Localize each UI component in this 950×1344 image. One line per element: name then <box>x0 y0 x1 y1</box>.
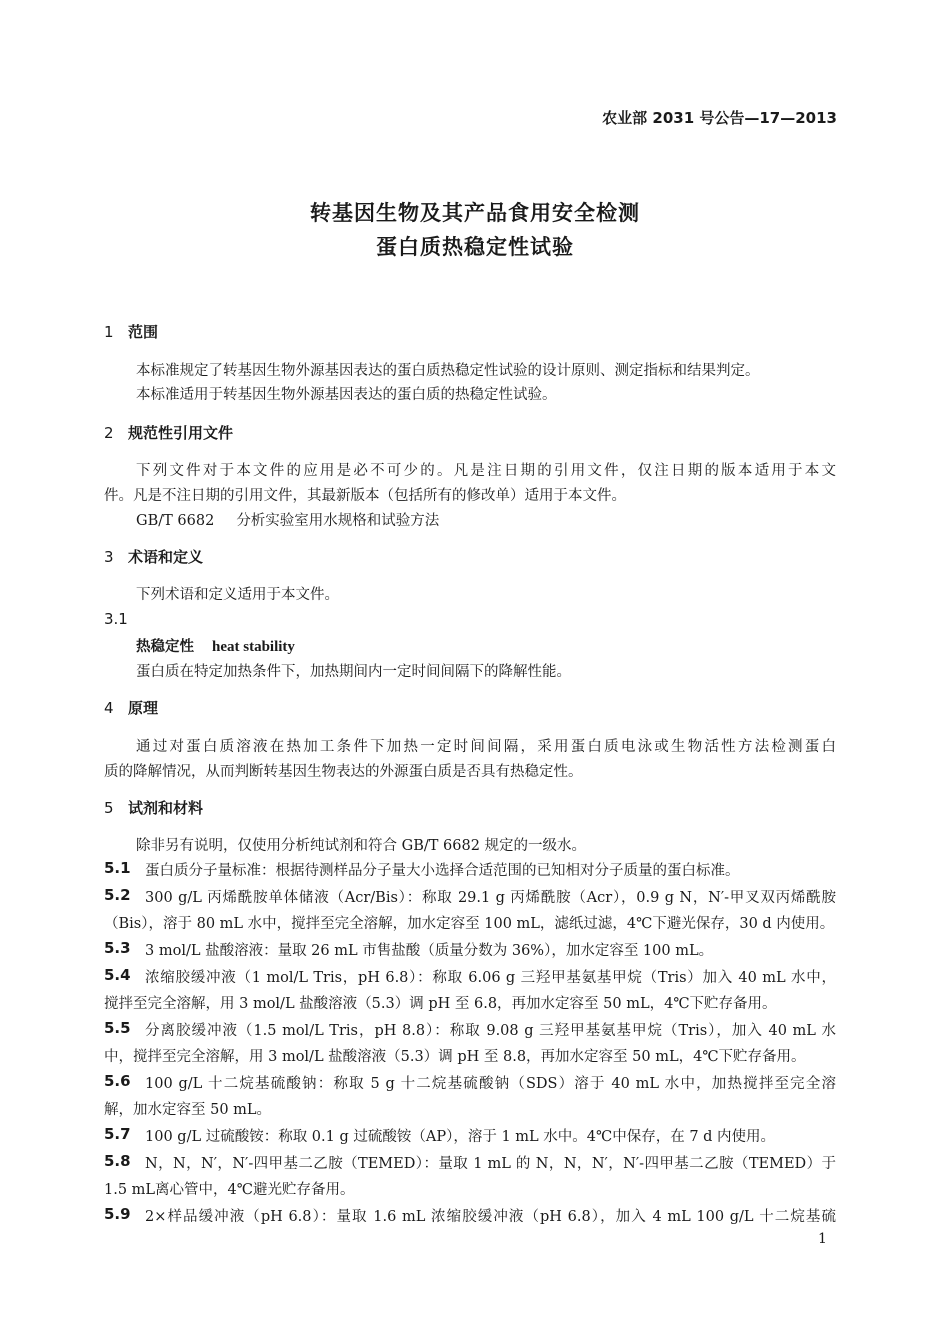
item-number: 5.1 <box>104 859 131 877</box>
section-number: 3 <box>104 548 114 566</box>
item-text: 蛋白质分子量标准：根据待测样品分子量大小选择合适范围的已知相对分子质量的蛋白标准。 <box>145 863 740 879</box>
title-line-2: 蛋白质热稳定性试验 <box>376 235 574 259</box>
item-text-continuation: 1.5 mL离心管中，4℃避光贮存备用。 <box>104 1182 355 1198</box>
section-2-heading <box>104 422 233 443</box>
section-number: 1 <box>104 323 114 341</box>
paragraph: 通过对蛋白质溶液在热加工条件下加热一定时间间隔，采用蛋白质电泳或生物活性方法检测蛋白 <box>136 739 836 755</box>
term-chinese: 热稳定性 <box>136 639 194 655</box>
term-english: heat stability <box>212 639 295 655</box>
paragraph: 除非另有说明，仅使用分析纯试剂和符合 GB/T 6682 规定的一级水。 <box>136 838 587 854</box>
paragraph: 下列术语和定义适用于本文件。 <box>136 587 339 603</box>
section-3-heading <box>104 546 203 567</box>
document-number: 农业部 2031 号公告—17—2013 <box>602 109 837 127</box>
term-entry <box>136 635 295 656</box>
section-number: 2 <box>104 424 114 442</box>
item-text: 浓缩胶缓冲液（1 mol/L Tris，pH 6.8）：称取 6.06 g 三羟甲基氨基甲烷（Tris）加入 40 mL 水中， <box>145 970 836 986</box>
item-number: 5.2 <box>104 886 131 904</box>
item-text-continuation: （Bis），溶于 80 mL 水中，搅拌至完全溶解，加水定容至 100 mL，滤纸过滤，4℃下避光保存，30 d 内使用。 <box>104 916 835 932</box>
section-5-heading <box>104 797 203 818</box>
item-text: 100 g/L 十二烷基硫酸钠：称取 5 g 十二烷基硫酸钠（SDS）溶于 40 mL 水中，加热搅拌至完全溶 <box>145 1076 836 1092</box>
paragraph: 本标准规定了转基因生物外源基因表达的蛋白质热稳定性试验的设计原则、测定指标和结果判定。 <box>136 363 760 379</box>
item-text-continuation: 搅拌至完全溶解，用 3 mol/L 盐酸溶液（5.3）调 pH 至 6.8，再加水定容至 50 mL，4℃下贮存备用。 <box>104 996 777 1012</box>
reference-code: GB/T 6682 <box>136 513 215 529</box>
item-number: 5.3 <box>104 939 131 957</box>
term-definition: 蛋白质在特定加热条件下，加热期间内一定时间间隔下的降解性能。 <box>136 664 571 680</box>
subsection-number <box>104 610 128 628</box>
item-text-continuation: 中，搅拌至完全溶解，用 3 mol/L 盐酸溶液（5.3）调 pH 至 8.8，再加水定容至 50 mL，4℃下贮存备用。 <box>104 1049 806 1065</box>
title-line-1: 转基因生物及其产品食用安全检测 <box>310 201 640 225</box>
paragraph-continuation: 质的降解情况，从而判断转基因生物表达的外源蛋白质是否具有热稳定性。 <box>104 764 583 780</box>
item-number: 5.8 <box>104 1152 131 1170</box>
item-number: 5.4 <box>104 966 131 984</box>
item-text: 3 mol/L 盐酸溶液：量取 26 mL 市售盐酸（质量分数为 36%），加水定容至 100 mL。 <box>145 943 714 959</box>
section-number: 4 <box>104 699 114 717</box>
item-text: N，N，N′，N′-四甲基二乙胺（TEMED）：量取 1 mL 的 N，N，N′，N′-四甲基二乙胺（TEMED）于 <box>145 1156 836 1172</box>
section-4-heading <box>104 697 158 718</box>
section-title: 规范性引用文件 <box>128 424 234 442</box>
normative-reference <box>136 509 439 530</box>
section-title: 术语和定义 <box>128 548 204 566</box>
item-text: 2×样品缓冲液（pH 6.8）：量取 1.6 mL 浓缩胶缓冲液（pH 6.8），加入 4 mL 100 g/L 十二烷基硫 <box>145 1209 836 1225</box>
section-1-heading <box>104 321 158 342</box>
item-number: 5.6 <box>104 1072 131 1090</box>
item-text: 分离胶缓冲液（1.5 mol/L Tris，pH 8.8）：称取 9.08 g 三羟甲基氨基甲烷（Tris），加入 40 mL 水 <box>145 1023 836 1039</box>
section-number: 5 <box>104 799 114 817</box>
section-title: 范围 <box>128 323 159 341</box>
section-title: 试剂和材料 <box>128 799 204 817</box>
item-number: 5.7 <box>104 1125 131 1143</box>
paragraph: 下列文件对于本文件的应用是必不可少的。凡是注日期的引用文件，仅注日期的版本适用于本文 <box>136 463 836 479</box>
item-text: 300 g/L 丙烯酰胺单体储液（Acr/Bis）：称取 29.1 g 丙烯酰胺（Acr），0.9 g N，N′-甲叉双丙烯酰胺 <box>145 890 836 906</box>
subsection-num: 3.1 <box>104 610 128 628</box>
reference-title: 分析实验室用水规格和试验方法 <box>236 513 440 529</box>
section-title: 原理 <box>128 699 159 717</box>
paragraph-continuation: 件。凡是不注日期的引用文件，其最新版本（包括所有的修改单）适用于本文件。 <box>104 488 626 504</box>
item-text-continuation: 解，加水定容至 50 mL。 <box>104 1102 272 1118</box>
item-number: 5.5 <box>104 1019 131 1037</box>
page-number: 1 <box>818 1231 827 1247</box>
item-number: 5.9 <box>104 1205 131 1223</box>
paragraph: 本标准适用于转基因生物外源基因表达的蛋白质的热稳定性试验。 <box>136 387 557 403</box>
item-text: 100 g/L 过硫酸铵：称取 0.1 g 过硫酸铵（AP），溶于 1 mL 水中。4℃中保存，在 7 d 内使用。 <box>145 1129 776 1145</box>
